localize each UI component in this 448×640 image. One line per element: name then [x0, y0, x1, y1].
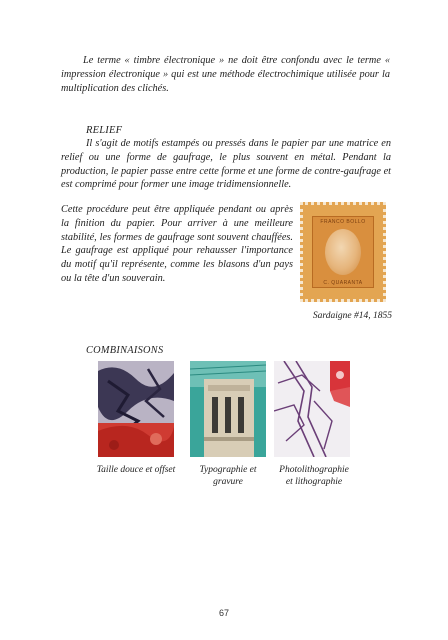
photolitho-litho-sample-image: [274, 361, 350, 457]
caption-intaglio-offset: [84, 465, 188, 477]
relief-heading: RELIEF: [86, 125, 123, 136]
relief-paragraph-1: Il s'agit de motifs estampés ou pressés dans le papier par une matrice en relief ou une forme de gaufrage, le plus souvent en métal. Pendant la production, le papier passe entre cette forme et une forme de contre-gaufrage et est comprimé pour former une image tridimensionnelle.: [61, 138, 391, 191]
relief-paragraph-2: Cette procédure peut être appliquée pendant ou après la finition du papier. Pour arriver à une meilleure stabilité, les formes de gaufrage sont souvent chauffées. Le gaufrage est appliqué pour rehausser l'importance du motif qu'il représente, comme les blasons d'un pays ou la tête d'un souverain.: [61, 204, 293, 284]
caption-2-line-2: gravure: [213, 476, 243, 487]
intaglio-offset-sample-image: [98, 361, 174, 457]
intro-paragraph: Le terme « timbre électronique » ne doit être confondu avec le terme « impression électronique » qui est une méthode électrochimique utilisée pour la multiplication des clichés.: [61, 55, 390, 94]
caption-2-line-1: Typographie et: [199, 465, 257, 475]
caption-3-line-1: Photolithographie: [279, 465, 349, 475]
stamp-frame: [312, 216, 374, 288]
caption-photolitho-litho: [262, 465, 366, 488]
combinaisons-heading: COMBINAISONS: [86, 345, 164, 356]
stamp-top-text: FRANCO BOLLO: [320, 219, 366, 225]
caption-1-line-1: Taille douce et offset: [96, 465, 176, 475]
embossed-head-icon: [325, 229, 361, 275]
stamp-caption: Sardaigne #14, 1855: [312, 311, 392, 321]
caption-3-line-2: et lithographie: [285, 476, 343, 487]
sardinia-stamp-image: [300, 202, 386, 302]
page-number: 67: [218, 608, 229, 618]
stamp-bottom-text: C. QUARANTA: [323, 280, 363, 286]
typography-engraving-sample-image: [190, 361, 266, 457]
